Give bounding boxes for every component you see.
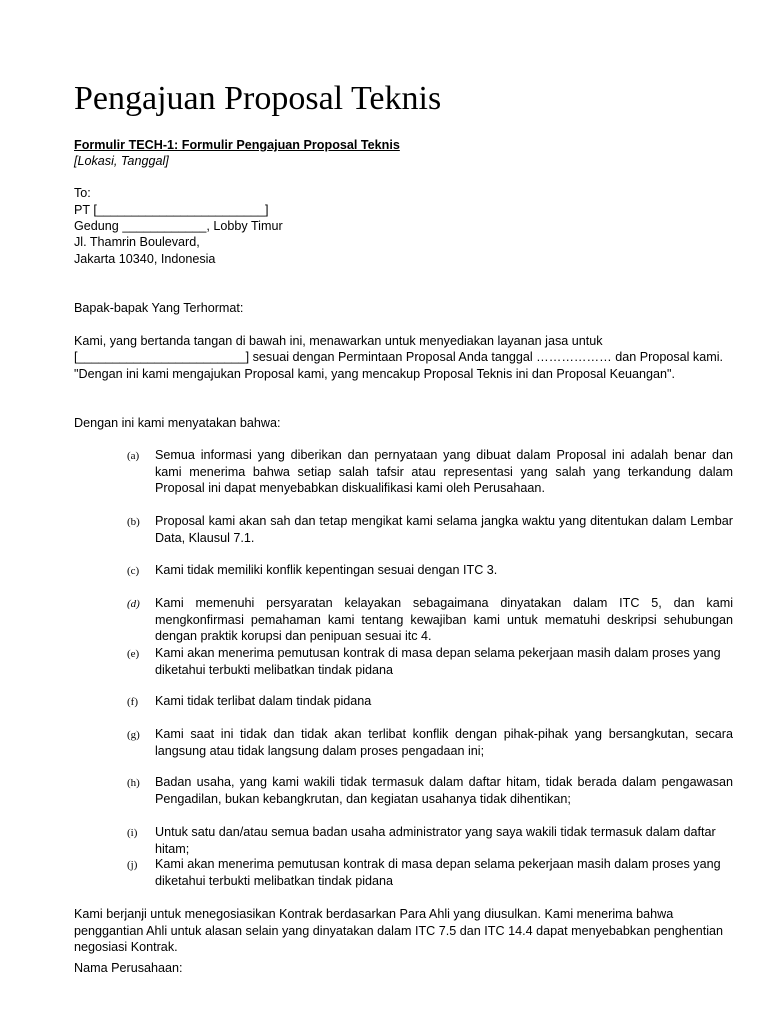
company-name-label: Nama Perusahaan: (74, 961, 183, 975)
address-street: Jl. Thamrin Boulevard, (74, 235, 200, 249)
list-item-label: (a) (127, 450, 140, 462)
list-item-label: (e) (127, 648, 140, 660)
closing-paragraph: Kami berjanji untuk menegosiasikan Kontrak berdasarkan Para Ahli yang diusulkan. Kami menerima bahwa penggantian Ahli untuk alasan selain yang dinyatakan dalam ITC 7.5 dan ITC 14.4 dapat menyebabkan penghentian negosiasi Kontrak. (74, 907, 724, 955)
address-building: Gedung ____________, Lobby Timur (74, 219, 283, 233)
list-item-label: (i) (127, 827, 138, 839)
location-date-placeholder: [Lokasi, Tanggal] (74, 154, 169, 168)
list-item-text: Kami tidak terlibat dalam tindak pidana (155, 694, 372, 708)
list-item-text: Badan usaha, yang kami wakili tidak termasuk dalam daftar hitam, tidak berada dalam pengawasan Pengadilan, bukan kebangkrutan, dan kegiatan usahanya tidak dihentikan; (155, 775, 733, 806)
list-item-label: (d) (127, 598, 140, 610)
list-item-text: Kami akan menerima pemutusan kontrak di masa depan selama pekerjaan masih dalam proses yang diketahui terbukti melibatkan tindak pidana (155, 646, 721, 677)
address-city: Jakarta 10340, Indonesia (74, 252, 216, 266)
list-item-text: Untuk satu dan/atau semua badan usaha administrator yang saya wakili tidak termasuk dalam daftar hitam; (155, 825, 716, 856)
intro-line: "Dengan ini kami mengajukan Proposal kami, yang mencakup Proposal Teknis ini dan Proposal Keuangan". (74, 367, 675, 381)
list-item-text: Proposal kami akan sah dan tetap mengikat kami selama jangka waktu yang ditentukan dalam Lembar Data, Klausul 7.1. (155, 514, 733, 545)
list-item-text: Kami memenuhi persyaratan kelayakan sebagaimana dinyatakan dalam ITC 5, dan kami mengkonfirmasi pemahaman kami tentang kewajiban kami untuk mematuhi deskripsi sehubungan dengan praktik korupsi dan penipuan sesuai itc 4. (155, 596, 733, 644)
document-title: Pengajuan Proposal Teknis (74, 80, 442, 117)
form-heading: Formulir TECH-1: Formulir Pengajuan Proposal Teknis (74, 138, 400, 152)
list-item-label: (j) (127, 859, 138, 871)
intro-line: [________________________] sesuai dengan Permintaan Proposal Anda tanggal ……………… dan Proposal kami. (74, 350, 724, 364)
declaration-lead: Dengan ini kami menyatakan bahwa: (74, 416, 281, 430)
list-item-text: Kami akan menerima pemutusan kontrak di masa depan selama pekerjaan masih dalam proses yang diketahui terbukti melibatkan tindak pidana (155, 857, 721, 888)
address-company: PT [________________________] (74, 203, 269, 217)
list-item-label: (h) (127, 777, 140, 789)
list-item-text: Kami tidak memiliki konflik kepentingan sesuai dengan ITC 3. (155, 563, 498, 577)
list-item-label: (b) (127, 516, 140, 528)
list-item-label: (f) (127, 696, 138, 708)
intro-line: Kami, yang bertanda tangan di bawah ini, menawarkan untuk menyediakan layanan jasa untuk (74, 334, 603, 348)
address-to: To: (74, 186, 91, 200)
list-item-text: Semua informasi yang diberikan dan pernyataan yang dibuat dalam Proposal ini adalah benar dan kami menerima bahwa setiap salah tafsir atau representasi yang salah yang terkandung dalam Proposal ini dapat menyebabkan diskualifikasi kami oleh Perusahaan. (155, 448, 733, 496)
list-item-label: (g) (127, 729, 140, 741)
salutation: Bapak-bapak Yang Terhormat: (74, 301, 244, 315)
list-item-label: (c) (127, 565, 140, 577)
list-item-text: Kami saat ini tidak dan tidak akan terlibat konflik dengan pihak-pihak yang bersangkutan, secara langsung atau tidak langsung dalam proses pengadaan ini; (155, 727, 733, 758)
